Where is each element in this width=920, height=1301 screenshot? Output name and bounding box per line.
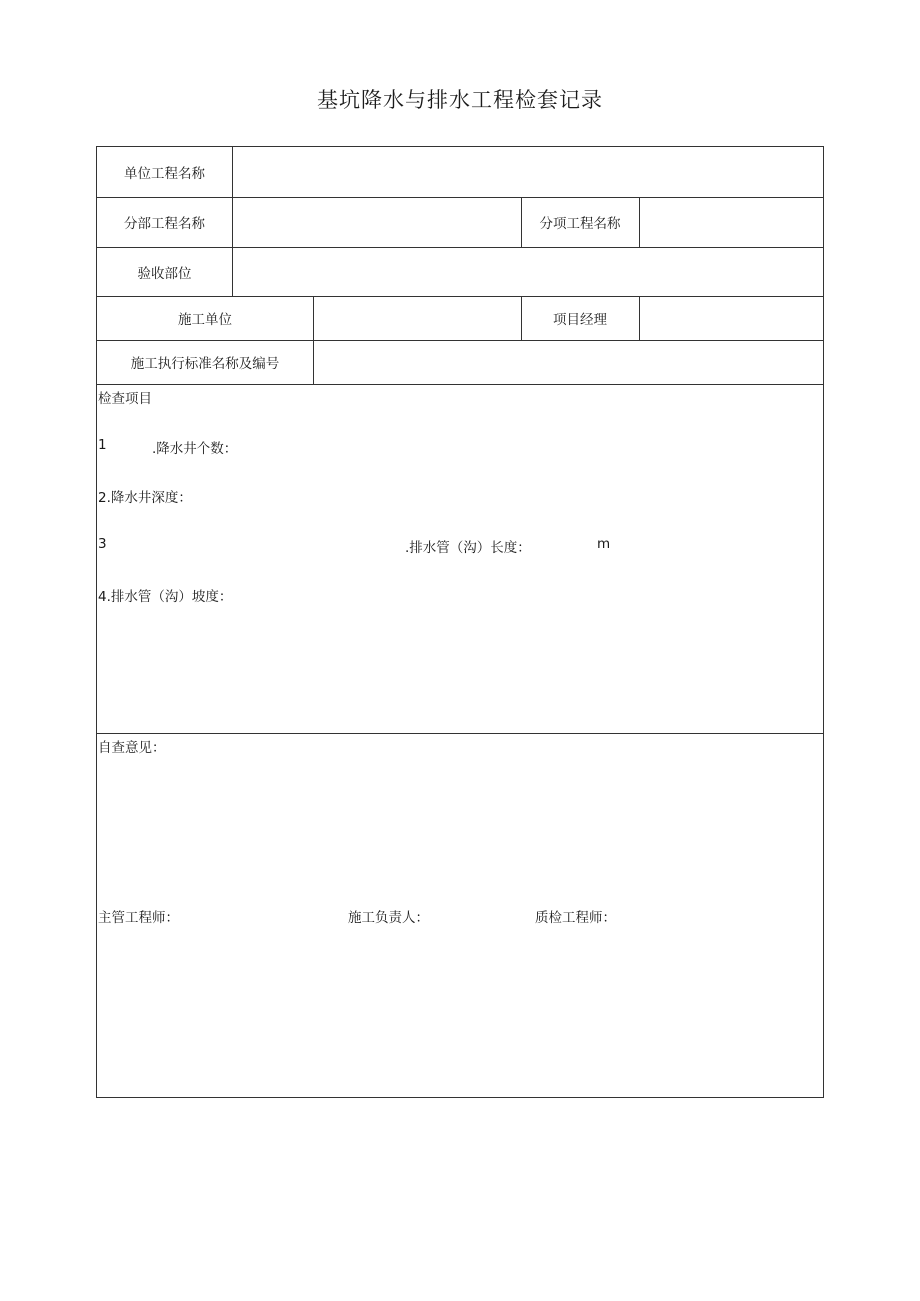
self-check-heading: 自查意见： bbox=[98, 740, 166, 756]
acceptance-part-label: 验收部位 bbox=[137, 265, 192, 282]
division-label: 分部工程名称 bbox=[124, 216, 205, 232]
standard-field[interactable] bbox=[314, 340, 824, 384]
inspection-item-1-number: 1 bbox=[98, 437, 107, 453]
project-manager-field[interactable] bbox=[640, 296, 824, 340]
inspection-item-4: 4.排水管（沟）坡度： bbox=[98, 589, 233, 605]
quality-engineer-signature-label: 质检工程师： bbox=[535, 910, 616, 926]
project-manager-label: 项目经理 bbox=[553, 312, 607, 328]
standard-label: 施工执行标准名称及编号 bbox=[130, 356, 280, 372]
subitem-label: 分项工程名称 bbox=[539, 216, 621, 232]
construction-lead-signature-label: 施工负责人： bbox=[348, 910, 429, 926]
subitem-field[interactable] bbox=[640, 197, 824, 247]
division-field[interactable] bbox=[233, 197, 521, 247]
contractor-label: 施工单位 bbox=[178, 312, 232, 328]
inspection-heading: 检查项目 bbox=[98, 391, 152, 407]
inspection-item-3: .排水管（沟）长度： bbox=[405, 540, 531, 556]
acceptance-part-field[interactable] bbox=[233, 247, 824, 296]
row-divider bbox=[96, 733, 824, 734]
row-divider bbox=[96, 384, 824, 385]
inspection-item-3-number: 3 bbox=[98, 536, 107, 552]
supervisor-signature-label: 主管工程师： bbox=[98, 910, 179, 926]
page-title: 基坑降水与排水工程检套记录 bbox=[317, 88, 603, 112]
inspection-item-3-unit: m bbox=[597, 536, 611, 552]
inspection-item-2: 2.降水井深度： bbox=[98, 490, 192, 506]
contractor-field[interactable] bbox=[314, 296, 521, 340]
inspection-item-1: .降水井个数： bbox=[152, 441, 238, 457]
unit-project-field[interactable] bbox=[233, 146, 824, 197]
unit-project-label: 单位工程名称 bbox=[124, 165, 205, 182]
